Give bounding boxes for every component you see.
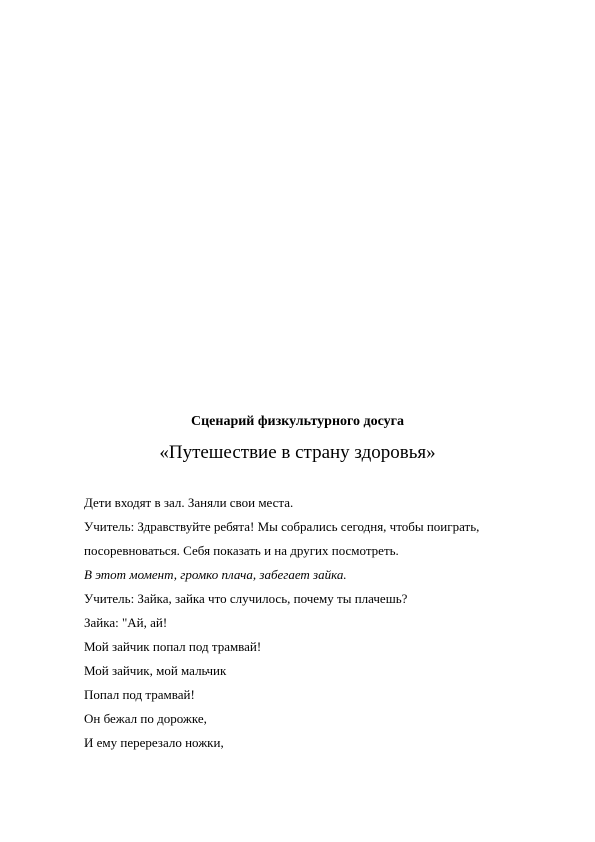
poem-line: Мой зайчик попал под трамвай! — [84, 639, 262, 654]
stage-direction-line: В этот момент, громко плача, забегает зайка. — [84, 567, 347, 582]
document-title: «Путешествие в страну здоровья» — [159, 442, 436, 463]
paragraph-line: Учитель: Зайка, зайка что случилось, почему ты плачешь? — [84, 591, 408, 606]
poem-line: Он бежал по дорожке, — [84, 711, 207, 726]
paragraph-line: посоревноваться. Себя показать и на других посмотреть. — [84, 543, 399, 558]
paragraph-line: Дети входят в зал. Заняли свои места. — [84, 495, 294, 510]
poem-line: Попал под трамвай! — [84, 687, 195, 702]
poem-line: Мой зайчик, мой мальчик — [84, 663, 227, 678]
poem-line: И ему перерезало ножки, — [84, 735, 224, 750]
paragraph-line: Зайка: "Ай, ай! — [84, 615, 168, 630]
document-subtitle: Сценарий физкультурного досуга — [190, 414, 405, 429]
document-body — [84, 493, 544, 757]
paragraph-line: Учитель: Здравствуйте ребята! Мы собрались сегодня, чтобы поиграть, — [84, 519, 480, 534]
